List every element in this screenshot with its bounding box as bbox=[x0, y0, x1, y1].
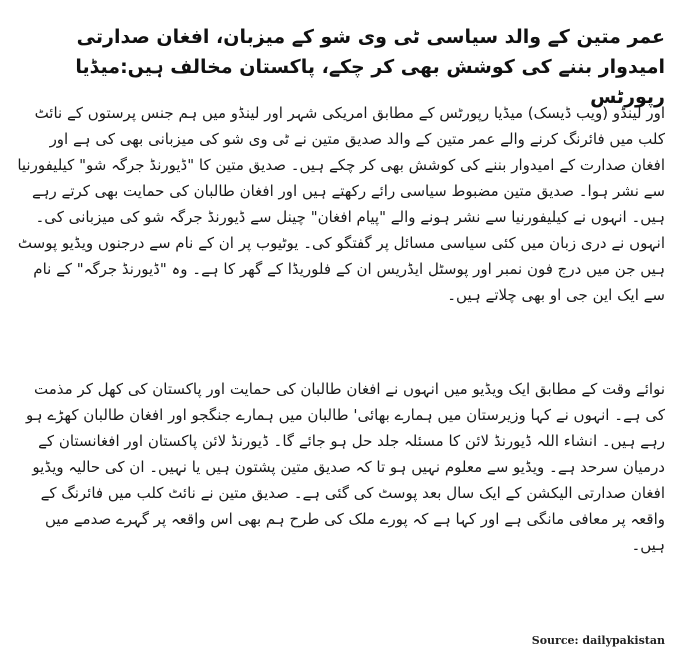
source-credit: Source: dailypakistan bbox=[531, 634, 665, 647]
article-container bbox=[14, 22, 669, 647]
article-headline: عمر متین کے والد سیاسی ٹی وی شو کے میزبان، افغان صدارتی امیدوار بننے کی کوشش بھی کر چکے، پاکستان مخالف ہیں:میڈیا رپورٹس bbox=[75, 26, 665, 108]
article-paragraph: اور لینڈو (ویب ڈیسک) میڈیا رپورٹس کے مطابق امریکی شہر اور لینڈو میں ہم جنس پرستوں کے نائٹ کلب میں فائرنگ کرنے والے عمر متین کے والد صدیق متین نے ٹی وی شو کی میزبانی بھی کی ہے اور افغان صدارت کے امیدوار بننے کی کوشش بھی کر چکے ہیں۔ صدیق متین کا "ڈیورنڈ جرگہ شو" کیلیفورنیا سے نشر ہوا۔ صدیق متین مضبوط سیاسی رائے رکھتے ہیں اور افغان طالبان کی حمایت بھی کرتے رہے ہیں۔ انہوں نے کیلیفورنیا سے نشر ہونے والے "پیام افغان" چینل سے ڈیورنڈ جرگہ شو کی میزبانی کی۔ انہوں نے دری زبان میں کئی سیاسی مسائل پر گفتگو کی۔ یوٹیوب پر ان کے نام سے درجنوں ویڈیو پوسٹ ہیں جن میں درج فون نمبر اور پوسٹل ایڈریس ان کے فلوریڈا کے گھر کا ہے۔ وہ "ڈیورنڈ جرگہ" کے نام سے ایک این جی او بھی چلاتے ہیں۔ bbox=[17, 104, 665, 304]
article-paragraph: نوائے وقت کے مطابق ایک ویڈیو میں انہوں نے افغان طالبان کی حمایت اور پاکستان کی کھل کر مذمت کی ہے۔ انہوں نے کہا وزیرستان میں ہمارے بھائی' طالبان میں ہمارے جنگجو اور افغان طالبان کھڑے ہو رہے ہیں۔ انشاء اللہ ڈیورنڈ لائن کا مسئلہ جلد حل ہو جائے گا۔ ڈیورنڈ لائن پاکستان اور افغانستان کے درمیان سرحد ہے۔ ویڈیو سے معلوم نہیں ہو تا کہ صدیق متین پشتون ہیں یا نہیں۔ ان کی حالیہ ویڈیو افغان صدارتی الیکشن کے ایک سال بعد پوسٹ کی گئی ہے۔ صدیق متین نے نائٹ کلب میں فائرنگ کے واقعہ پر معافی مانگی ہے اور کہا ہے کہ پورے ملک کی طرح ہم بھی اس واقعہ پر گہرے صدمے میں ہیں۔ bbox=[26, 380, 665, 554]
